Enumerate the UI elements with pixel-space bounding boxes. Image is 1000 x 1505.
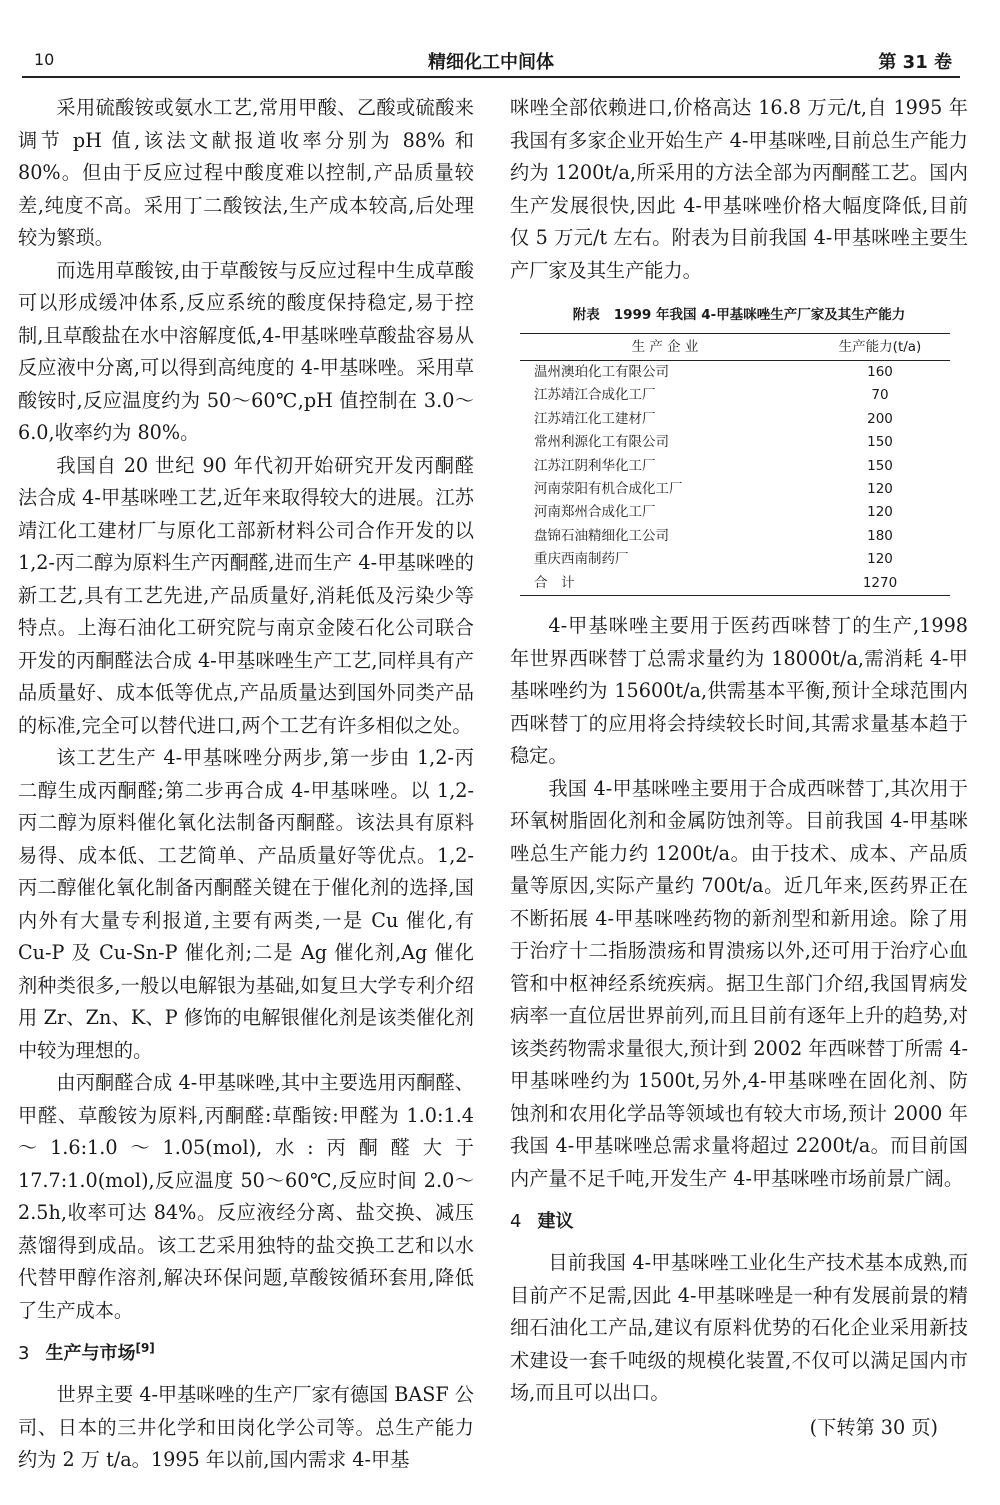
paragraph: 我国 4-甲基咪唑主要用于合成西咪替丁,其次用于环氧树脂固化剂和金属防蚀剂等。目前我国 4-甲基咪唑总生产能力约 1200t/a。由于技术、成本、产品质量等原因,实际产量约 700t/a。近几年来,医药界正在不断拓展 4-甲基咪唑药物的新剂型和新用途。除了用于治疗十二指肠溃疡和胃溃疡以外,还可用于治疗心血管和中枢神经系统疾病。据卫生部门介绍,我国胃病发病率一直位居世界前列,而且目前有逐年上升的趋势,对该类药物需求量很大,预计到 2002 年西咪替丁所需 4-甲基咪唑约为 1500t,另外,4-甲基咪唑在固化剂、防蚀剂和农用化学品等领域也有较大市场,预计 2000 年我国 4-甲基咪唑总需求量将超过 2200t/a。而目前国内产量不足千吨,开发生产 4-甲基咪唑市场前景广阔。: [510, 776, 968, 1190]
capacity-cell: 150: [867, 457, 893, 474]
paragraph: 我国自 20 世纪 90 年代初开始研究开发丙酮醛法合成 4-甲基咪唑工艺,近年来取得较大的进展。江苏靖江化工建材厂与原化工部新材料公司合作开发的以 1,2-丙二醇为原料生产丙酮醛,进而生产 4-甲基咪唑的新工艺,具有工艺先进,产品质量好,消耗低及污染少等特点。上海石油化工研究院与南京金陵石化公司联合开发的丙酮醛法合成 4-甲基咪唑生产工艺,同样具有产品质量好、成本低等优点,产品质量达到国外同类产品的标准,完全可以替代进口,两个工艺有许多相似之处。: [18, 453, 474, 737]
paragraph: 由丙酮醛合成 4-甲基咪唑,其中主要选用丙酮醛、甲醛、草酸铵为原料,丙酮醛:草酯铵:甲醛为 1.0:1.4～1.6:1.0～1.05(mol),水:丙酮醛大于 17.7:1.0(mol),反应温度 50～60℃,反应时间 2.0～2.5h,收率可达 84%。反应液经分离、盐交换、减压蒸馏得到成品。该工艺采用独特的盐交换工艺和以水代替甲醇作溶剂,解决环保问题,草酸铵循环套用,降低了生产成本。: [18, 1071, 474, 1322]
capacity-cell: 200: [867, 410, 893, 427]
table-total-row: [520, 572, 950, 596]
citation-ref: [9]: [135, 1341, 155, 1355]
section-number: 4: [510, 1211, 522, 1233]
section-heading-3: [18, 1339, 474, 1369]
capacity-cell: 120: [867, 551, 893, 568]
volume-label: 第 31 卷: [878, 52, 952, 73]
column-header: 生 产 企 业: [520, 334, 810, 361]
company-cell: 河南郑州合成化工厂: [534, 504, 656, 521]
column-header: 生产能力(t/a): [810, 334, 950, 361]
table-row: [520, 525, 950, 548]
table-label: 附表: [572, 307, 600, 323]
company-cell: 江苏靖江化工建材厂: [534, 410, 656, 427]
company-cell: 江苏江阴利华化工厂: [534, 457, 656, 474]
table-row: [520, 361, 950, 385]
table-title: 1999 年我国 4-甲基咪唑生产厂家及其生产能力: [613, 307, 906, 323]
company-cell: 常州利源化工有限公司: [534, 434, 669, 451]
table-row: [520, 501, 950, 524]
table-row: [520, 455, 950, 478]
paragraph: 4-甲基咪唑主要用于医药西咪替丁的生产,1998 年世界西咪替丁总需求量约为 18000t/a,需消耗 4-甲基咪唑约为 15600t/a,供需基本平衡,预计全球范围内西咪替丁的应用将会持续较长时间,其需求量基本趋于稳定。: [510, 614, 968, 768]
section-heading-4: [510, 1207, 968, 1237]
table-row: [520, 548, 950, 571]
capacity-cell: 120: [867, 481, 893, 498]
paragraph: 而选用草酸铵,由于草酸铵与反应过程中生成草酸可以形成缓冲体系,反应系统的酸度保持稳定,易于控制,且草酸盐在水中溶解度低,4-甲基咪唑草酸盐容易从反应液中分离,可以得到高纯度的 4-甲基咪唑。采用草酸铵时,反应温度约为 50～60℃,pH 值控制在 3.0～6.0,收率约为 80%。: [18, 258, 474, 444]
section-title: 建议: [537, 1211, 574, 1233]
table-row: [520, 478, 950, 501]
capacity-cell: 150: [867, 434, 893, 451]
capacity-cell: 180: [867, 527, 893, 544]
left-column: [18, 92, 474, 1477]
table-header-row: [520, 334, 950, 361]
page-number: 10: [34, 50, 55, 69]
company-cell: 温州澳珀化工有限公司: [534, 364, 669, 380]
paragraph: 该工艺生产 4-甲基咪唑分两步,第一步由 1,2-丙二醇生成丙酮醛;第二步再合成 4-甲基咪唑。以 1,2-丙二醇为原料催化氧化法制备丙酮醛。该法具有原料易得、成本低、工艺简单、产品质量好等优点。1,2-丙二醇催化氧化制备丙酮醛关键在于催化剂的选择,国内外有大量专利报道,主要有两类,一是 Cu 催化,有 Cu-P 及 Cu-Sn-P 催化剂;二是 Ag 催化剂,Ag 催化剂种类很多,一般以电解银为基础,如复旦大学专利介绍用 Zr、Zn、K、P 修饰的电解银催化剂是该类催化剂中较为理想的。: [18, 746, 474, 1062]
company-cell: 江苏靖江合成化工厂: [534, 387, 656, 404]
company-cell: 盘锦石油精细化工公司: [534, 527, 669, 544]
table-row: [520, 408, 950, 431]
table-row: [520, 384, 950, 407]
total-capacity-cell: 1270: [810, 572, 950, 596]
capacity-cell: 70: [871, 387, 889, 404]
company-cell: 河南荥阳有机合成化工厂: [534, 481, 683, 498]
table-row: [520, 431, 950, 454]
capacity-table: [520, 333, 950, 596]
capacity-cell: 120: [867, 504, 893, 521]
paragraph: 采用硫酸铵或氨水工艺,常用甲酸、乙酸或硫酸来调节 pH 值,该法文献报道收率分别为 88% 和 80%。但由于反应过程中酸度难以控制,产品质量较差,纯度不高。采用丁二酸铵法,生产成本较高,后处理较为繁琐。: [18, 96, 474, 249]
section-title: 生产与市场: [45, 1343, 136, 1364]
section-number: 3: [18, 1343, 30, 1364]
company-cell: 重庆西南制药厂: [534, 551, 629, 568]
journal-title: 精细化工中间体: [428, 52, 554, 73]
continued-note: (下转第 30 页): [809, 1415, 938, 1439]
paragraph: 目前我国 4-甲基咪唑工业化生产技术基本成熟,而目前产不足需,因此 4-甲基咪唑是一种有发展前景的精细石油化工产品,建议有原料优势的石化企业采用新技术建设一套千吨级的规模化装置,不仅可以满足国内市场,而且可以出口。: [510, 1251, 968, 1405]
paragraph: 世界主要 4-甲基咪唑的生产厂家有德国 BASF 公司、日本的三井化学和田岗化学公司等。总生产能力约为 2 万 t/a。1995 年以前,国内需求 4-甲基: [18, 1383, 474, 1471]
right-column: [510, 92, 968, 1444]
total-label-cell: 合 计: [520, 572, 810, 596]
capacity-cell: 160: [867, 364, 893, 380]
table-caption: [510, 305, 968, 325]
paragraph: 咪唑全部依赖进口,价格高达 16.8 万元/t,自 1995 年我国有多家企业开始生产 4-甲基咪唑,目前总生产能力约为 1200t/a,所采用的方法全部为丙酮醛工艺。国内生产发展很快,因此 4-甲基咪唑价格大幅度降低,目前仅 5 万元/t 左右。附表为目前我国 4-甲基咪唑主要生产厂家及其生产能力。: [510, 96, 968, 282]
page-header: [22, 46, 960, 78]
